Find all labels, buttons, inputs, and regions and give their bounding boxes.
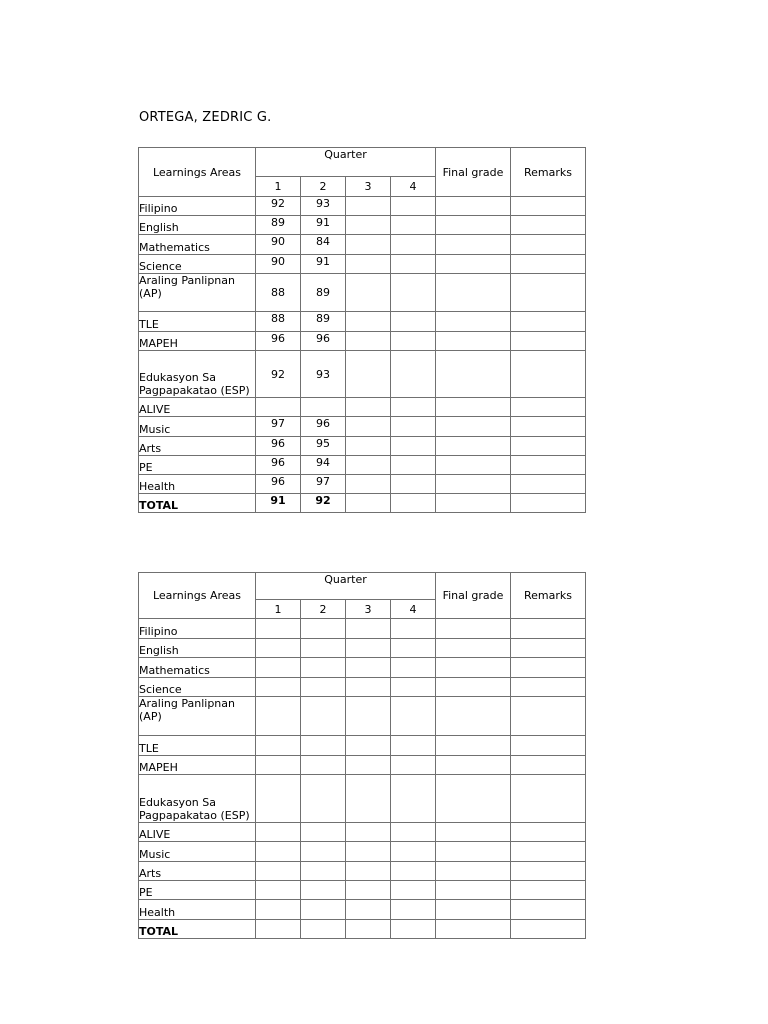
remarks-header: Remarks: [511, 573, 586, 619]
learning-area-label: TOTAL: [139, 494, 256, 513]
learning-area-label: Araling Panlipnan (AP): [139, 274, 256, 312]
remarks-cell: [511, 900, 586, 920]
final-grade-cell: [436, 881, 511, 900]
q4-grade-cell: [391, 775, 436, 823]
remarks-cell: [511, 312, 586, 332]
final-grade-cell: [436, 697, 511, 736]
final-grade-cell: [436, 639, 511, 658]
learning-area-label: Araling Panlipnan (AP): [139, 697, 256, 736]
final-grade-header: Final grade: [436, 573, 511, 619]
final-grade-cell: [436, 274, 511, 312]
q2-grade-cell: 89: [301, 274, 346, 312]
q2-grade-cell: [301, 823, 346, 842]
q1-grade-cell: [256, 619, 301, 639]
q3-grade-cell: [346, 842, 391, 862]
q4-grade-cell: [391, 312, 436, 332]
table-row: [139, 417, 586, 437]
table-row: [139, 274, 586, 312]
q3-grade-cell: [346, 658, 391, 678]
q2-grade-cell: [301, 862, 346, 881]
table-row: [139, 197, 586, 216]
quarter-4-header: 4: [391, 177, 436, 197]
q1-grade-cell: [256, 862, 301, 881]
q4-grade-cell: [391, 619, 436, 639]
final-grade-cell: [436, 678, 511, 697]
learning-area-label: PE: [139, 456, 256, 475]
learning-area-label: TOTAL: [139, 920, 256, 939]
q4-grade-cell: [391, 475, 436, 494]
q4-grade-cell: [391, 417, 436, 437]
q3-grade-cell: [346, 312, 391, 332]
q3-grade-cell: [346, 639, 391, 658]
remarks-header: Remarks: [511, 148, 586, 197]
learning-area-label: Science: [139, 255, 256, 274]
q1-grade-cell: [256, 639, 301, 658]
student-name: ORTEGA, ZEDRIC G.: [139, 110, 272, 125]
q3-grade-cell: [346, 881, 391, 900]
q2-grade-cell: [301, 678, 346, 697]
remarks-cell: [511, 823, 586, 842]
remarks-cell: [511, 437, 586, 456]
learning-area-label: Health: [139, 900, 256, 920]
q3-grade-cell: [346, 351, 391, 398]
learning-area-label: MAPEH: [139, 332, 256, 351]
q4-grade-cell: [391, 842, 436, 862]
remarks-cell: [511, 881, 586, 900]
q2-grade-cell: 94: [301, 456, 346, 475]
final-grade-cell: [436, 437, 511, 456]
table-row: [139, 842, 586, 862]
remarks-cell: [511, 255, 586, 274]
q3-grade-cell: [346, 456, 391, 475]
learning-area-label: MAPEH: [139, 756, 256, 775]
q4-grade-cell: [391, 658, 436, 678]
q3-grade-cell: [346, 920, 391, 939]
q2-grade-cell: 97: [301, 475, 346, 494]
q1-grade-cell: 88: [256, 312, 301, 332]
table-row: [139, 456, 586, 475]
grades-table-second: [138, 572, 586, 939]
q1-grade-cell: 91: [256, 494, 301, 513]
remarks-cell: [511, 332, 586, 351]
q1-grade-cell: [256, 842, 301, 862]
remarks-cell: [511, 736, 586, 756]
q1-grade-cell: 88: [256, 274, 301, 312]
q1-grade-cell: [256, 900, 301, 920]
table-row: [139, 678, 586, 697]
q2-grade-cell: [301, 900, 346, 920]
table-row: [139, 216, 586, 235]
table-row: [139, 862, 586, 881]
q3-grade-cell: [346, 235, 391, 255]
table-row: [139, 312, 586, 332]
q4-grade-cell: [391, 756, 436, 775]
final-grade-cell: [436, 775, 511, 823]
final-grade-cell: [436, 494, 511, 513]
quarter-4-header: 4: [391, 600, 436, 619]
q3-grade-cell: [346, 823, 391, 842]
learning-area-label: ALIVE: [139, 398, 256, 417]
table-row: [139, 823, 586, 842]
learning-area-label: Mathematics: [139, 658, 256, 678]
quarter-header: Quarter: [256, 573, 436, 600]
final-grade-cell: [436, 351, 511, 398]
q4-grade-cell: [391, 255, 436, 274]
q2-grade-cell: [301, 920, 346, 939]
remarks-cell: [511, 235, 586, 255]
remarks-cell: [511, 920, 586, 939]
learning-area-label: Edukasyon Sa Pagpapakatao (ESP): [139, 351, 256, 398]
q1-grade-cell: 90: [256, 235, 301, 255]
final-grade-cell: [436, 756, 511, 775]
grades-table-first: [138, 147, 586, 513]
q1-grade-cell: 90: [256, 255, 301, 274]
learning-area-label: Music: [139, 417, 256, 437]
q4-grade-cell: [391, 197, 436, 216]
q1-grade-cell: [256, 823, 301, 842]
final-grade-header: Final grade: [436, 148, 511, 197]
q2-grade-cell: [301, 881, 346, 900]
q4-grade-cell: [391, 494, 436, 513]
final-grade-cell: [436, 619, 511, 639]
final-grade-cell: [436, 475, 511, 494]
learning-area-label: Filipino: [139, 197, 256, 216]
q1-grade-cell: [256, 678, 301, 697]
table-row: [139, 736, 586, 756]
q3-grade-cell: [346, 678, 391, 697]
quarter-header: Quarter: [256, 148, 436, 177]
q4-grade-cell: [391, 437, 436, 456]
q4-grade-cell: [391, 639, 436, 658]
learning-area-label: Filipino: [139, 619, 256, 639]
q3-grade-cell: [346, 216, 391, 235]
learning-area-label: English: [139, 216, 256, 235]
q3-grade-cell: [346, 775, 391, 823]
q1-grade-cell: [256, 736, 301, 756]
q2-grade-cell: [301, 639, 346, 658]
table-row: [139, 900, 586, 920]
quarter-3-header: 3: [346, 600, 391, 619]
remarks-cell: [511, 216, 586, 235]
remarks-cell: [511, 274, 586, 312]
q4-grade-cell: [391, 900, 436, 920]
q2-grade-cell: 93: [301, 197, 346, 216]
table-row: [139, 697, 586, 736]
table-row: [139, 639, 586, 658]
q2-grade-cell: 91: [301, 216, 346, 235]
q3-grade-cell: [346, 756, 391, 775]
q4-grade-cell: [391, 881, 436, 900]
q2-grade-cell: [301, 619, 346, 639]
learning-area-label: PE: [139, 881, 256, 900]
learning-area-label: Arts: [139, 437, 256, 456]
table-row: [139, 398, 586, 417]
q3-grade-cell: [346, 255, 391, 274]
q2-grade-cell: [301, 697, 346, 736]
q1-grade-cell: 96: [256, 332, 301, 351]
q2-grade-cell: 84: [301, 235, 346, 255]
q1-grade-cell: 96: [256, 456, 301, 475]
quarter-2-header: 2: [301, 177, 346, 197]
final-grade-cell: [436, 456, 511, 475]
table-row: [139, 475, 586, 494]
remarks-cell: [511, 842, 586, 862]
q1-grade-cell: [256, 775, 301, 823]
q3-grade-cell: [346, 619, 391, 639]
table-row: [139, 494, 586, 513]
final-grade-cell: [436, 920, 511, 939]
q2-grade-cell: 93: [301, 351, 346, 398]
q2-grade-cell: 96: [301, 332, 346, 351]
q2-grade-cell: [301, 736, 346, 756]
q1-grade-cell: 92: [256, 197, 301, 216]
q2-grade-cell: 91: [301, 255, 346, 274]
final-grade-cell: [436, 862, 511, 881]
q4-grade-cell: [391, 862, 436, 881]
quarter-2-header: 2: [301, 600, 346, 619]
q1-grade-cell: [256, 697, 301, 736]
table-row: [139, 351, 586, 398]
q2-grade-cell: [301, 775, 346, 823]
q4-grade-cell: [391, 216, 436, 235]
q1-grade-cell: 96: [256, 475, 301, 494]
q2-grade-cell: [301, 658, 346, 678]
q4-grade-cell: [391, 351, 436, 398]
q2-grade-cell: 92: [301, 494, 346, 513]
q1-grade-cell: [256, 658, 301, 678]
q1-grade-cell: 96: [256, 437, 301, 456]
q3-grade-cell: [346, 900, 391, 920]
learning-area-label: Edukasyon Sa Pagpapakatao (ESP): [139, 775, 256, 823]
q2-grade-cell: [301, 756, 346, 775]
learning-area-label: TLE: [139, 312, 256, 332]
q3-grade-cell: [346, 494, 391, 513]
q4-grade-cell: [391, 332, 436, 351]
q4-grade-cell: [391, 736, 436, 756]
q3-grade-cell: [346, 736, 391, 756]
remarks-cell: [511, 775, 586, 823]
remarks-cell: [511, 756, 586, 775]
q4-grade-cell: [391, 920, 436, 939]
final-grade-cell: [436, 332, 511, 351]
final-grade-cell: [436, 255, 511, 274]
table-row: [139, 235, 586, 255]
q1-grade-cell: [256, 881, 301, 900]
final-grade-cell: [436, 197, 511, 216]
table-row: [139, 332, 586, 351]
q2-grade-cell: 95: [301, 437, 346, 456]
final-grade-cell: [436, 312, 511, 332]
q3-grade-cell: [346, 197, 391, 216]
remarks-cell: [511, 862, 586, 881]
table-row: [139, 437, 586, 456]
learning-area-label: Arts: [139, 862, 256, 881]
q3-grade-cell: [346, 862, 391, 881]
q4-grade-cell: [391, 823, 436, 842]
q1-grade-cell: [256, 756, 301, 775]
learning-area-label: ALIVE: [139, 823, 256, 842]
final-grade-cell: [436, 823, 511, 842]
remarks-cell: [511, 678, 586, 697]
q4-grade-cell: [391, 274, 436, 312]
quarter-3-header: 3: [346, 177, 391, 197]
q4-grade-cell: [391, 456, 436, 475]
q4-grade-cell: [391, 398, 436, 417]
remarks-cell: [511, 417, 586, 437]
table-row: [139, 920, 586, 939]
final-grade-cell: [436, 417, 511, 437]
q1-grade-cell: 89: [256, 216, 301, 235]
learning-areas-header: Learnings Areas: [139, 573, 256, 619]
learning-area-label: Health: [139, 475, 256, 494]
table-row: [139, 775, 586, 823]
table-row: [139, 658, 586, 678]
learning-area-label: Mathematics: [139, 235, 256, 255]
remarks-cell: [511, 619, 586, 639]
learning-area-label: English: [139, 639, 256, 658]
remarks-cell: [511, 639, 586, 658]
remarks-cell: [511, 398, 586, 417]
q4-grade-cell: [391, 235, 436, 255]
q2-grade-cell: 96: [301, 417, 346, 437]
final-grade-cell: [436, 658, 511, 678]
table-row: [139, 255, 586, 274]
q3-grade-cell: [346, 417, 391, 437]
quarter-1-header: 1: [256, 177, 301, 197]
q1-grade-cell: [256, 920, 301, 939]
remarks-cell: [511, 197, 586, 216]
table-row: [139, 881, 586, 900]
q1-grade-cell: 92: [256, 351, 301, 398]
q3-grade-cell: [346, 398, 391, 417]
remarks-cell: [511, 351, 586, 398]
final-grade-cell: [436, 736, 511, 756]
q2-grade-cell: 89: [301, 312, 346, 332]
q3-grade-cell: [346, 332, 391, 351]
remarks-cell: [511, 456, 586, 475]
final-grade-cell: [436, 398, 511, 417]
final-grade-cell: [436, 235, 511, 255]
q2-grade-cell: [301, 398, 346, 417]
learning-area-label: Music: [139, 842, 256, 862]
learning-area-label: Science: [139, 678, 256, 697]
learning-area-label: TLE: [139, 736, 256, 756]
remarks-cell: [511, 697, 586, 736]
final-grade-cell: [436, 900, 511, 920]
final-grade-cell: [436, 842, 511, 862]
remarks-cell: [511, 494, 586, 513]
q3-grade-cell: [346, 274, 391, 312]
remarks-cell: [511, 658, 586, 678]
learning-areas-header: Learnings Areas: [139, 148, 256, 197]
q4-grade-cell: [391, 678, 436, 697]
q3-grade-cell: [346, 697, 391, 736]
q1-grade-cell: [256, 398, 301, 417]
q3-grade-cell: [346, 437, 391, 456]
q3-grade-cell: [346, 475, 391, 494]
remarks-cell: [511, 475, 586, 494]
final-grade-cell: [436, 216, 511, 235]
q1-grade-cell: 97: [256, 417, 301, 437]
table-row: [139, 619, 586, 639]
q4-grade-cell: [391, 697, 436, 736]
quarter-1-header: 1: [256, 600, 301, 619]
q2-grade-cell: [301, 842, 346, 862]
table-row: [139, 756, 586, 775]
